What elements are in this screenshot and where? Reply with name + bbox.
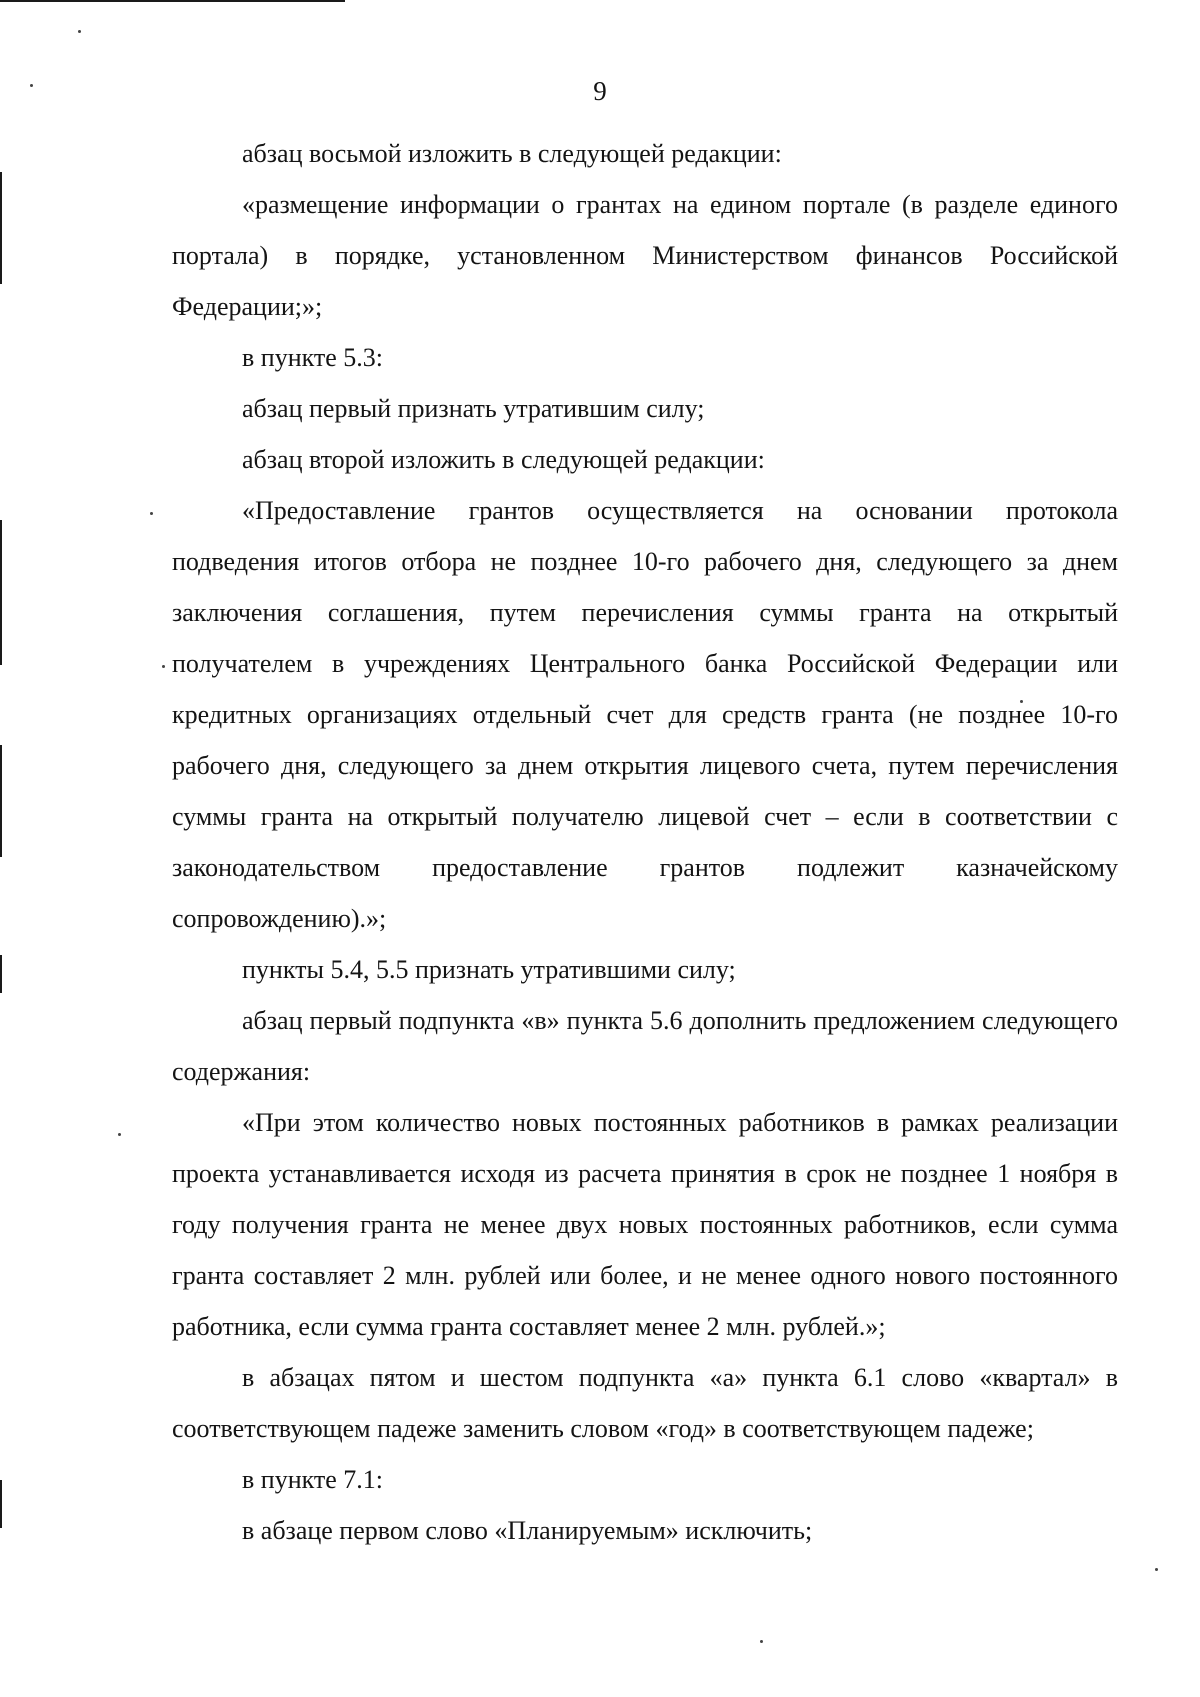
paragraph: «Предоставление грантов осуществляется на основании протокола подведения итогов отбора не позднее 10-го рабочего дня, следующего за днем заключения соглашения, путем перечисления суммы гранта на открытый получателем в учреждениях Центрального банка Российской Федерации или кредитных организациях отдельный счет для средств гранта (не позднее 10-го рабочего дня, следующего за днем открытия лицевого счета, путем перечисления суммы гранта на открытый получателю лицевой счет – если в соответствии с законодательством предоставление грантов подлежит казначейскому сопровождению).»;	[172, 496, 1118, 933]
paragraph: в абзаце первом слово «Планируемым» исключить;	[242, 1516, 813, 1545]
paragraph: в пункте 5.3:	[242, 343, 384, 372]
page-number: 9	[593, 76, 607, 106]
scan-speck	[162, 665, 165, 668]
paragraph: «размещение информации о грантах на едином портале (в разделе единого портала) в порядке, установленном Министерством финансов Российской Федерации;»;	[172, 190, 1118, 321]
paragraph: в абзацах пятом и шестом подпункта «а» пункта 6.1 слово «квартал» в соответствующем падеже заменить словом «год» в соответствующем падеже;	[172, 1363, 1118, 1443]
scan-margin-mark	[0, 520, 2, 665]
scan-margin-mark	[0, 955, 2, 993]
scan-margin-mark	[0, 1480, 2, 1528]
scan-margin-mark	[0, 745, 2, 857]
scan-speck	[118, 1133, 121, 1136]
scan-margin-mark	[0, 172, 2, 284]
paragraph: абзац восьмой изложить в следующей редакции:	[242, 139, 782, 168]
scan-speck	[760, 1640, 763, 1643]
document-body	[172, 128, 1118, 1556]
paragraph: пункты 5.4, 5.5 признать утратившими силу;	[242, 955, 736, 984]
paragraph: «При этом количество новых постоянных работников в рамках реализации проекта устанавливается исходя из расчета принятия в срок не позднее 1 ноября в году получения гранта не менее двух новых постоянных работников, если сумма гранта составляет 2 млн. рублей или более, и не менее одного нового постоянного работника, если сумма гранта составляет менее 2 млн. рублей.»;	[172, 1108, 1118, 1341]
paragraph: абзац второй изложить в следующей редакции:	[242, 445, 765, 474]
paragraph: в пункте 7.1:	[242, 1465, 384, 1494]
scan-speck	[150, 512, 153, 515]
paragraph: абзац первый признать утратившим силу;	[242, 394, 705, 423]
scan-speck	[78, 30, 81, 33]
scan-speck	[1155, 1568, 1158, 1571]
scan-top-rule	[0, 0, 345, 2]
paragraph: абзац первый подпункта «в» пункта 5.6 дополнить предложением следующего содержания:	[172, 1006, 1118, 1086]
